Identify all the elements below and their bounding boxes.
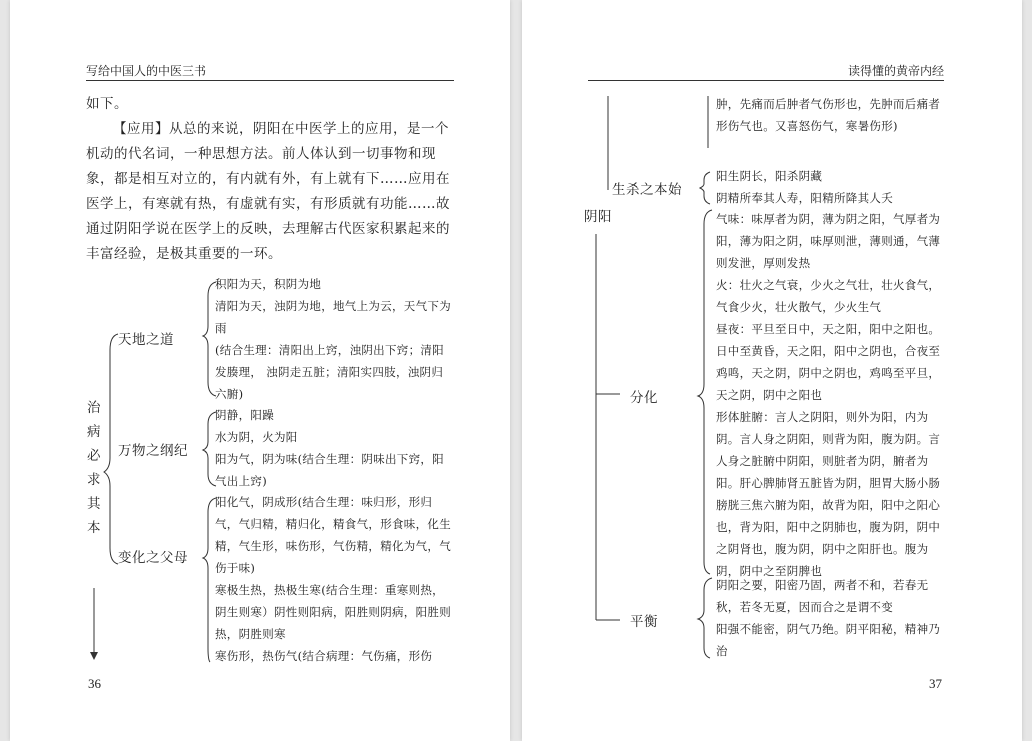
root-char: 求 — [87, 472, 101, 488]
list-item: 阳为气，阴为味(结合生理：阴味出下窍，阳气出上窍) — [215, 452, 444, 488]
bianhua-text-list — [215, 491, 451, 667]
list-item: 寒极生热，热极生寒(结合生理：重寒则热，阴生则寒）阴性则阳病，阳胜则阴病，阳胜则热，阴胜则寒 — [215, 583, 451, 641]
right-header-rule — [588, 80, 944, 81]
list-item: 寒伤形，热伤气(结合病理：气伤痛，形伤 — [215, 649, 433, 663]
wanwu-text-list — [215, 404, 451, 492]
arrow-down-icon — [90, 652, 98, 660]
left-header-rule — [86, 80, 454, 81]
list-item: 昼夜：平旦至日中，天之阳，阳中之阳也。日中至黄昏，天之阳，阳中之阴也，合夜至鸡鸣，天之阴，阴中之阴也，鸡鸣至平旦，天之阴，阴中之阳也 — [716, 322, 941, 402]
pingheng-label: 平衡 — [630, 614, 658, 630]
left-page — [10, 0, 510, 741]
root-char: 本 — [87, 520, 101, 536]
shengsha-label: 生杀之本始 — [612, 182, 682, 198]
list-item: 形体脏腑：言人之阴阳，则外为阳，内为阴。言人身之阴阳，则背为阳，腹为阴。言人身之脏腑中阴阳，则脏者为阴，腑者为阳。肝心脾肺肾五脏皆为阴，胆胃大肠小肠膀胱三焦六腑为阳，故背为阳，阳中之阳心也，背为阳，阳中之阴肺也，腹为阴，阴中之阴肾也，腹为阴，阴中之阳肝也。腹为阴，阴中之至阴脾也 — [716, 410, 941, 578]
left-running-header: 写给中国人的中医三书 — [86, 64, 207, 78]
list-item: 清阳为天，浊阴为地，地气上为云，天气下为雨 — [215, 299, 451, 335]
list-item: (结合生理：清阳出上窍，浊阴出下窍；清阳发腠理， 浊阴走五脏；清阳实四肢，浊阴归六腑) — [215, 343, 444, 401]
list-item: 气味：味厚者为阴，薄为阴之阳，气厚者为阳，薄为阳之阴，味厚则泄，薄则通，气薄则发泄，厚则发热 — [716, 212, 941, 270]
list-item: 积阳为天，积阴为地 — [215, 277, 322, 291]
list-item: 阳强不能密，阴气乃绝。阴平阳秘，精神乃治 — [716, 622, 941, 658]
pingheng-text-list — [716, 574, 944, 662]
root-char: 治 — [87, 400, 101, 416]
intro-line: 如下。 — [86, 96, 128, 112]
root-char: 其 — [87, 496, 101, 512]
right-page — [522, 0, 1022, 741]
continued-text: 肿，先痛而后肿者气伤形也，先肿而后痛者形伤气也。又喜怒伤气，寒暑伤形) — [716, 97, 941, 133]
list-item: 阴精所奉其人寿，阳精所降其人夭 — [716, 191, 893, 205]
right-running-header: 读得懂的黄帝内经 — [847, 64, 944, 78]
branch-label-tiandi: 天地之道 — [118, 332, 174, 348]
root-char: 必 — [87, 448, 101, 464]
fenhua-text-list — [716, 208, 944, 582]
list-item: 火：壮火之气衰，少火之气壮，壮火食气，气食少火，壮火散气，少火生气 — [716, 278, 941, 314]
list-item: 阴阳之要，阳密乃固，两者不和，若春无秋，若冬无夏，因而合之是谓不变 — [716, 578, 929, 614]
list-item: 水为阴，火为阳 — [215, 430, 298, 444]
application-paragraph: 【应用】从总的来说，阴阳在中医学上的应用，是一个机动的代名词，一种思想方法。前人体认到一切事物和现象，都是相互对立的，有内就有外，有上就有下……应用在医学上，有寒就有热，有虚就有实，有形质就有功能……故通过阴阳学说在医学上的反映，去理解古代医家积累起来的丰富经验，是极其重要的一环。 — [86, 121, 450, 262]
root-char: 病 — [87, 424, 101, 440]
left-page-number: 36 — [88, 676, 101, 691]
fenhua-label: 分化 — [630, 390, 658, 406]
branch-label-wanwu: 万物之纲纪 — [118, 443, 188, 459]
root-label-zhibing — [87, 396, 101, 540]
yinyang-label: 阴阳 — [584, 209, 612, 225]
tiandi-text-list — [215, 273, 451, 405]
shengsha-text-list — [716, 165, 944, 209]
list-item: 阳生阴长，阳杀阴藏 — [716, 169, 823, 183]
branch-label-bianhua: 变化之父母 — [118, 550, 188, 566]
list-item: 阴静，阳躁 — [215, 408, 274, 422]
list-item: 阳化气，阴成形(结合生理：味归形，形归气，气归精，精归化，精食气，形食味，化生精，气生形，味伤形，气伤精，精化为气，气伤于味) — [215, 495, 451, 575]
right-page-number: 37 — [929, 676, 942, 691]
left-body-text — [86, 92, 454, 267]
